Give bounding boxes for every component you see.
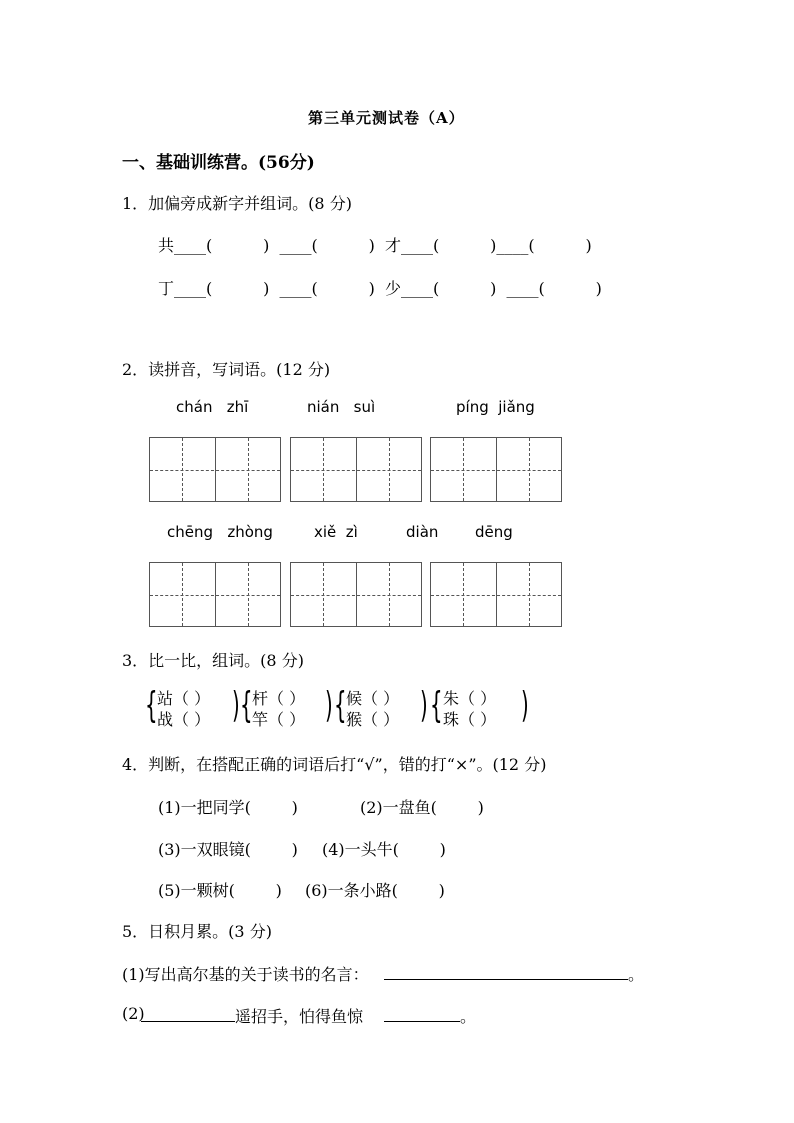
question-3-heading: 3．比一比，组词。(8 分) xyxy=(122,651,304,670)
pinyin-label: píng jiǎng xyxy=(456,398,535,416)
q5-item-2-end: 。 xyxy=(460,1007,477,1026)
q5-item-2-text: 遥招手，怕得鱼惊 xyxy=(235,1007,364,1026)
section-heading: 一、基础训练营。(56分) xyxy=(122,153,315,173)
right-brace: ) xyxy=(521,685,529,726)
writing-grid[interactable] xyxy=(290,437,422,502)
right-brace: ) xyxy=(420,685,428,726)
judgment-item: (3)一双眼镜( ) xyxy=(158,840,298,859)
question-1-row-2: 丁____( ) ____( ) 少____( ) ____( ) xyxy=(158,279,602,298)
answer-line[interactable] xyxy=(384,979,628,980)
left-brace: { xyxy=(240,685,253,726)
pinyin-label: chēng zhòng xyxy=(167,523,273,541)
judgment-item: (2)一盘鱼( ) xyxy=(360,798,484,817)
compare-word-top: 候（ ） xyxy=(346,689,400,708)
left-brace: { xyxy=(145,685,158,726)
compare-word-bottom: 猴（ ） xyxy=(346,710,400,729)
question-5-heading: 5．日积月累。(3 分) xyxy=(122,922,272,941)
compare-word-top: 站（ ） xyxy=(157,689,211,708)
left-brace: { xyxy=(430,685,443,726)
compare-word-top: 朱（ ） xyxy=(443,689,497,708)
compare-word-bottom: 珠（ ） xyxy=(443,710,497,729)
writing-grid[interactable] xyxy=(430,437,562,502)
pinyin-label: chán zhī xyxy=(176,398,249,416)
page-title: 第三单元测试卷（A） xyxy=(308,109,465,127)
judgment-item: (4)一头牛( ) xyxy=(322,840,446,859)
pinyin-label: nián suì xyxy=(307,398,376,416)
compare-word-bottom: 战（ ） xyxy=(157,710,211,729)
writing-grid[interactable] xyxy=(290,562,422,627)
question-2-heading: 2．读拼音，写词语。(12 分) xyxy=(122,360,331,379)
compare-word-top: 杆（ ） xyxy=(252,689,306,708)
question-4-heading: 4．判断，在搭配正确的词语后打“√”，错的打“×”。(12 分) xyxy=(122,755,547,774)
writing-grid[interactable] xyxy=(430,562,562,627)
pinyin-label: xiě zì xyxy=(314,523,358,541)
left-brace: { xyxy=(334,685,347,726)
judgment-item: (6)一条小路( ) xyxy=(305,881,445,900)
answer-line[interactable] xyxy=(384,1021,460,1022)
q5-item-1-end: 。 xyxy=(628,965,645,984)
compare-word-bottom: 竿（ ） xyxy=(252,710,306,729)
writing-grid[interactable] xyxy=(149,437,281,502)
question-1-heading: 1．加偏旁成新字并组词。(8 分) xyxy=(122,194,352,213)
q5-item-1-text: (1)写出高尔基的关于读书的名言： xyxy=(122,965,369,984)
pinyin-label: dēng xyxy=(475,523,513,541)
right-brace: ) xyxy=(232,685,240,726)
writing-grid[interactable] xyxy=(149,562,281,627)
q5-item-2-number: (2) xyxy=(122,1004,145,1023)
answer-line[interactable] xyxy=(141,1021,235,1022)
pinyin-label: diàn xyxy=(406,523,439,541)
right-brace: ) xyxy=(325,685,333,726)
question-1-row-1: 共____( ) ____( ) 才____( )____( ) xyxy=(158,236,592,255)
judgment-item: (1)一把同学( ) xyxy=(158,798,298,817)
judgment-item: (5)一颗树( ) xyxy=(158,881,282,900)
